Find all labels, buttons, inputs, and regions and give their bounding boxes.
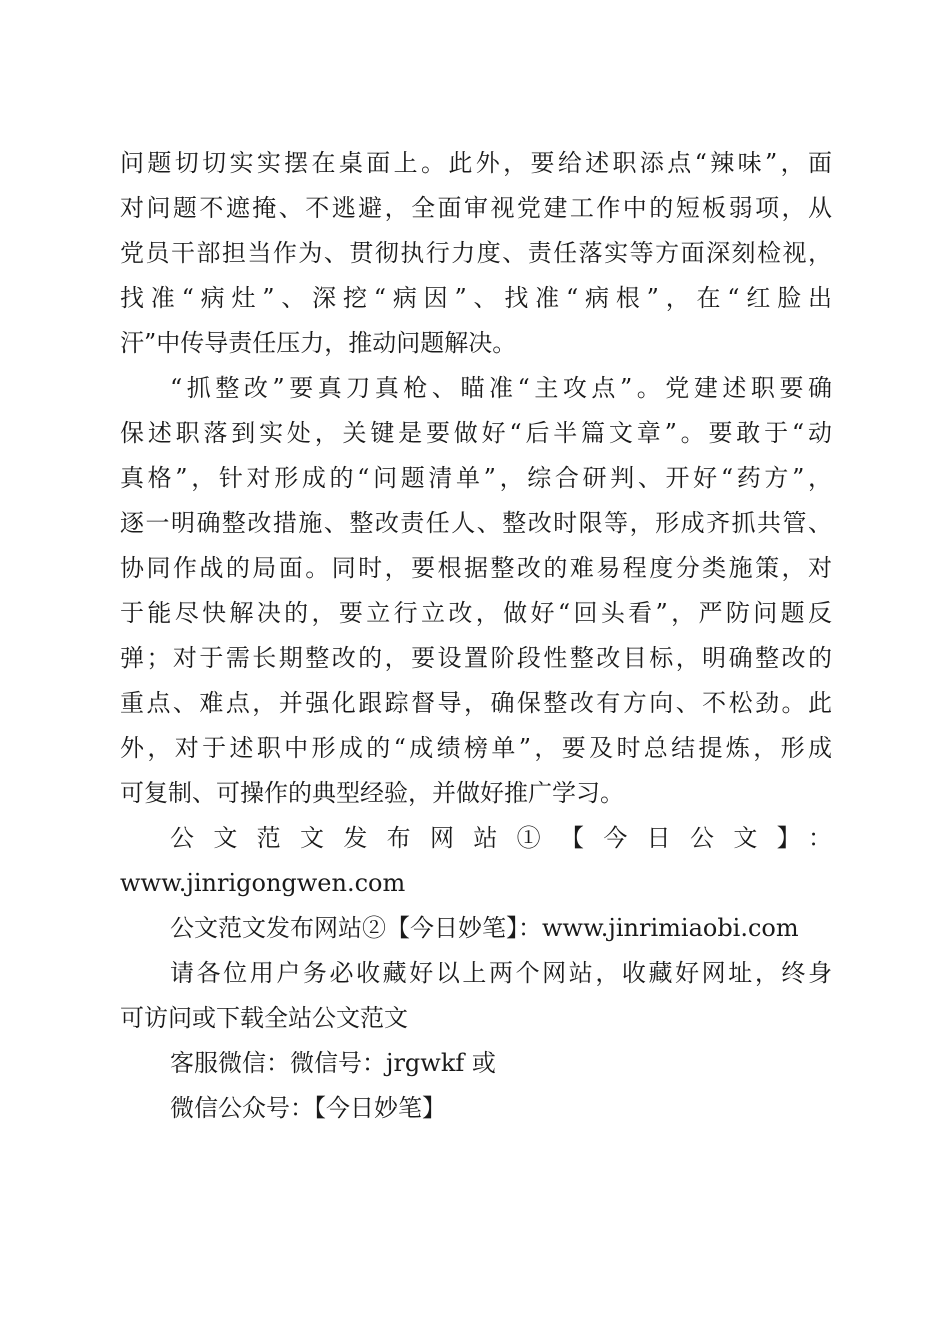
paragraph-1 — [120, 141, 832, 366]
paragraph-line: 真格”，针对形成的“问题清单”，综合研判、开好“药方”， — [120, 464, 832, 492]
paragraph-line: 问题切切实实摆在桌面上。此外，要给述职添点“辣味”，面 — [120, 149, 832, 177]
document-body — [120, 141, 832, 1131]
paragraph-line: 汗”中传导责任压力，推动问题解决。 — [120, 329, 517, 357]
paragraph-line: 重点、难点，并强化跟踪督导，确保整改有方向、不松劲。此 — [120, 689, 832, 717]
paragraph-line: 协同作战的局面。同时，要根据整改的难易程度分类施策，对 — [120, 554, 832, 582]
paragraph-line: “抓整改”要真刀真枪、瞄准“主攻点”。党建述职要确 — [170, 374, 832, 402]
paragraph-line: 对问题不遮掩、不逃避，全面审视党建工作中的短板弱项，从 — [120, 194, 832, 222]
wechat-public-account: 微信公众号：【今日妙笔】 — [170, 1094, 446, 1122]
paragraph-line: 可复制、可操作的典型经验，并做好推广学习。 — [120, 779, 624, 807]
paragraph-line: 逐一明确整改措施、整改责任人、整改时限等，形成齐抓共管、 — [120, 509, 832, 537]
wechat-service: 客服微信：微信号：jrgwkf 或 — [170, 1049, 496, 1077]
paragraph-line: 保述职落到实处，关键是要做好“后半篇文章”。要敢于“动 — [120, 419, 832, 447]
paragraph-line: 弹；对于需长期整改的，要设置阶段性整改目标，明确整改的 — [120, 644, 832, 672]
paragraph-2 — [120, 366, 832, 816]
notice-line: 请各位用户务必收藏好以上两个网站，收藏好网址，终身 — [170, 959, 832, 987]
site-1-url[interactable]: www.jinrigongwen.com — [120, 869, 406, 897]
paragraph-line: 找准“病灶”、深挖“病因”、找准“病根”，在“红脸出 — [120, 284, 832, 312]
paragraph-line: 党员干部担当作为、贯彻执行力度、责任落实等方面深刻检视， — [120, 239, 832, 267]
notice-line: 可访问或下载全站公文范文 — [120, 1004, 408, 1032]
site-2-line[interactable]: 公文范文发布网站②【今日妙笔】：www.jinrimiaobi.com — [170, 914, 799, 942]
footer-notice — [120, 816, 832, 1131]
paragraph-line: 外，对于述职中形成的“成绩榜单”，要及时总结提炼，形成 — [120, 734, 832, 762]
site-1-label: 公文范文发布网站①【今日公文】： — [170, 824, 832, 852]
paragraph-line: 于能尽快解决的，要立行立改，做好“回头看”，严防问题反 — [120, 599, 832, 627]
